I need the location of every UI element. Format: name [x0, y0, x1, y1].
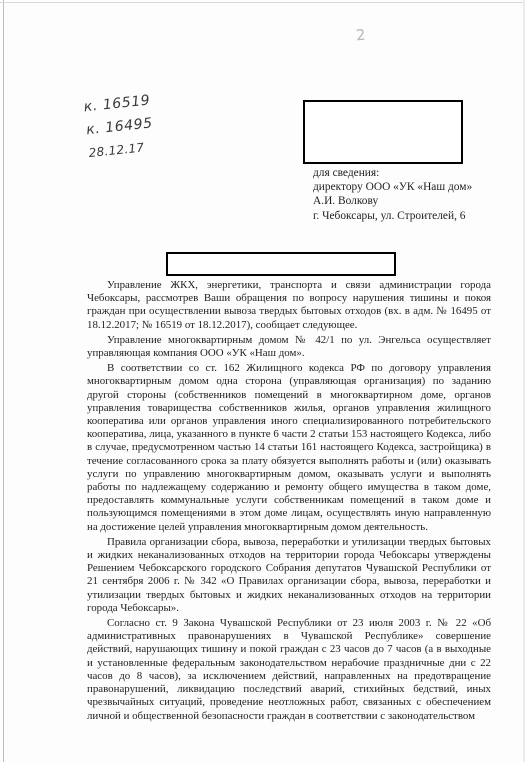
body-paragraph: Управление многоквартирным домом № 42/1 по ул. Энгельса осуществляет управляющая компания ООО «УК «Наш дом». [87, 333, 491, 360]
handwritten-note: к. 16519 [83, 92, 152, 116]
handwritten-note: к. 16495 [85, 115, 154, 139]
body-paragraph: Правила организации сбора, вывоза, переработки и утилизации твердых бытовых и жидких неканализованных отходов на территории города Чебоксары утверждены Решением Чебоксарского городского Собрания депутатов Чувашской Республики от 21 сентября 2006 г. № 342 «О Правилах организации сбора, вывоза, переработки и утилизации твердых бытовых и жидких неканализованных отходов на территории города Чебоксары». [87, 535, 491, 614]
addressee-block [313, 166, 513, 223]
scan-border-top [0, 2, 525, 3]
redacted-recipient-block [303, 100, 463, 164]
addressee-line: А.И. Волкову [313, 195, 379, 208]
body-paragraph: Управление ЖКХ, энергетики, транспорта и связи администрации города Чебоксары, рассмотрев Ваши обращения по вопросу нарушения тишины и покоя граждан при осуществлении вывоза твердых бытовых отходов (вх. в адм. № 16495 от 18.12.2017; № 16519 от 18.12.2017), сообщает следующее. [87, 279, 491, 331]
addressee-line: г. Чебоксары, ул. Строителей, 6 [313, 209, 466, 222]
body-paragraph: В соответствии со ст. 162 Жилищного кодекса РФ по договору управления многоквартирным домом одна сторона (управляющая организация) по заданию другой стороны (собственников помещений в многоквартирном доме, органов управления товарищества собственников жилья, органов управления жилищного кооператива или органов управления иного специализированного потребительского кооператива, лица, указанного в пункте 6 части 2 статьи 153 настоящего Кодекса, либо в случае, предусмотренном частью 14 статьи 161 настоящего Кодекса, застройщика) в течение согласованного срока за плату обязуется выполнять работы и (или) оказывать услуги по управлению многоквартирным домом, оказывать услуги и выполнять работы по надлежащему содержанию и ремонту общего имущества в таком доме, предоставлять коммунальные услуги собственникам помещений в таком доме и пользующимся помещениями в этом доме лицам, осуществлять иную направленную на достижение целей управления многоквартирным домом деятельность. [87, 362, 491, 533]
redacted-salutation [166, 252, 396, 276]
scan-border-left [3, 0, 4, 762]
addressee-line: директору ООО «УК «Наш дом» [313, 181, 473, 194]
page-number-mark: 2 [355, 25, 368, 45]
handwritten-registration-notes [83, 84, 210, 165]
body-paragraph: Согласно ст. 9 Закона Чувашской Республики от 23 июля 2003 г. № 22 «Об административных правонарушениях в Чувашской Республике» совершение действий, нарушающих тишину и покой граждан с 23 часов до 7 часов (а в выходные и установленные федеральным законодательством нерабочие праздничные дни с 22 часов до 8 часов), за исключением действий, направленных на предотвращение правонарушений, ликвидацию последствий аварий, стихийных бедствий, иных чрезвычайных ситуаций, проведение неотложных работ, связанных с обеспечением личной и общественной безопасности граждан в соответствии с законодательством [87, 617, 491, 722]
handwritten-note: 28.12.17 [87, 140, 145, 161]
addressee-line: для сведения: [313, 167, 380, 179]
letter-body [87, 279, 491, 725]
